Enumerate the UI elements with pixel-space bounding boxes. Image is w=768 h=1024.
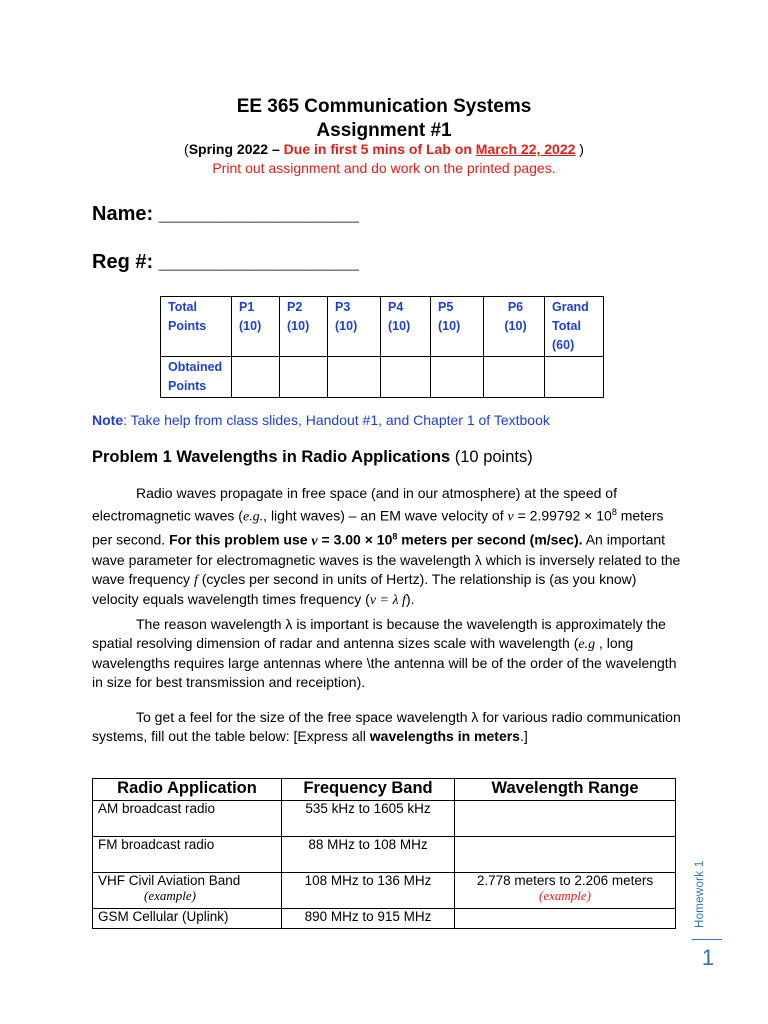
app-name: VHF Civil Aviation Band: [98, 873, 241, 888]
example-note: (example): [539, 888, 591, 903]
table-row: [93, 909, 676, 929]
app-cell: AM broadcast radio: [93, 801, 282, 837]
note-label: Note: [92, 412, 124, 428]
table-row: [93, 837, 676, 873]
problem-paragraph-3: To get a feel for the size of the free space wavelength λ for various radio communication systems, fill out the table below: [Express all wavelengths in meters.]: [92, 709, 681, 744]
footer-divider: [692, 939, 722, 940]
wavelength-cell[interactable]: [455, 837, 676, 873]
app-cell: [93, 873, 282, 909]
term-open: (: [184, 141, 189, 157]
radio-applications-table: [92, 778, 676, 929]
course-title: EE 365 Communication Systems: [236, 96, 532, 117]
homework-side-label: Homework 1: [694, 860, 706, 928]
grand-total-cell: Grand Total (60): [545, 297, 604, 357]
page-number: 1: [701, 945, 715, 970]
assignment-title: Assignment #1: [316, 120, 452, 141]
p6-obtained[interactable]: [484, 357, 545, 398]
grand-total-obtained[interactable]: [545, 357, 604, 398]
p5-obtained[interactable]: [431, 357, 484, 398]
points-header-row: [161, 297, 604, 357]
table-row: [93, 801, 676, 837]
band-cell: 535 kHz to 1605 kHz: [282, 801, 455, 837]
band-cell: 108 MHz to 136 MHz: [282, 873, 455, 909]
p1-obtained[interactable]: [232, 357, 280, 398]
wavelength-cell[interactable]: [455, 909, 676, 929]
p3-cell: P3 (10): [328, 297, 381, 357]
p3-obtained[interactable]: [328, 357, 381, 398]
note-text: : Take help from class slides, Handout #1, and Chapter 1 of Textbook: [123, 412, 550, 428]
p1-cell: P1 (10): [232, 297, 280, 357]
obtained-points-label: Obtained Points: [161, 357, 232, 398]
app-cell: GSM Cellular (Uplink): [93, 909, 282, 929]
instruction-line: Print out assignment and do work on the printed pages.: [212, 160, 556, 176]
p4-obtained[interactable]: [381, 357, 431, 398]
wavelength-cell[interactable]: [455, 801, 676, 837]
wavelength-value: 2.778 meters to 2.206 meters: [476, 873, 654, 888]
term-close: ): [575, 141, 584, 157]
band-cell: 88 MHz to 108 MHz: [282, 837, 455, 873]
reg-field[interactable]: Reg #: __________________: [92, 251, 359, 273]
p4-cell: P4 (10): [381, 297, 431, 357]
p2-obtained[interactable]: [280, 357, 328, 398]
problem-paragraph-1: Radio waves propagate in free space (and in our atmosphere) at the speed of electromagnetic waves (e.g., light waves) – an EM wave velocity of $v = 2.99792 \times 10^8$ meters per second. For this problem use $v = 3.00 \times 10^8$ meters per second (m/sec). An important wave parameter for electromagnetic waves is the wavelength λ which is inversely related to the wave frequency f (cycles per second in units of Hertz). The relationship is (as you know) velocity equals wavelength times frequency (v = λ f).: [92, 485, 681, 609]
wavelength-cell: [455, 873, 676, 909]
term-line: [0, 141, 768, 157]
radio-table-header: [93, 779, 676, 801]
obtained-points-row: [161, 357, 604, 398]
due-date: March 22, 2022: [475, 141, 576, 157]
points-table: [160, 296, 604, 398]
example-note: (example): [144, 888, 196, 903]
problem-paragraph-2: The reason wavelength λ is important is because the wavelength is approximately the spatial resolving dimension of radar and antenna sizes scale with wavelength (e.g , long wavelengths requires large antennas where \the antenna will be of the order of the wavelength in size for best transmission and receiption).: [92, 616, 677, 690]
due-text: Due in first 5 mins of Lab on: [283, 141, 476, 157]
band-cell: 890 MHz to 915 MHz: [282, 909, 455, 929]
p6-cell: P6 (10): [484, 297, 545, 357]
header-frequency-band: Frequency Band: [282, 779, 455, 801]
table-row: [93, 873, 676, 909]
term-dash: –: [268, 141, 284, 157]
name-field[interactable]: Name: __________________: [92, 203, 359, 225]
p2-cell: P2 (10): [280, 297, 328, 357]
app-cell: FM broadcast radio: [93, 837, 282, 873]
problem-heading: Problem 1 Wavelengths in Radio Applications (10 points): [92, 448, 533, 466]
header-radio-application: Radio Application: [93, 779, 282, 801]
p5-cell: P5 (10): [431, 297, 484, 357]
term: Spring 2022: [188, 141, 269, 157]
note-line: [92, 412, 550, 428]
header-wavelength-range: Wavelength Range: [455, 779, 676, 801]
total-points-cell: Total Points: [161, 297, 232, 357]
